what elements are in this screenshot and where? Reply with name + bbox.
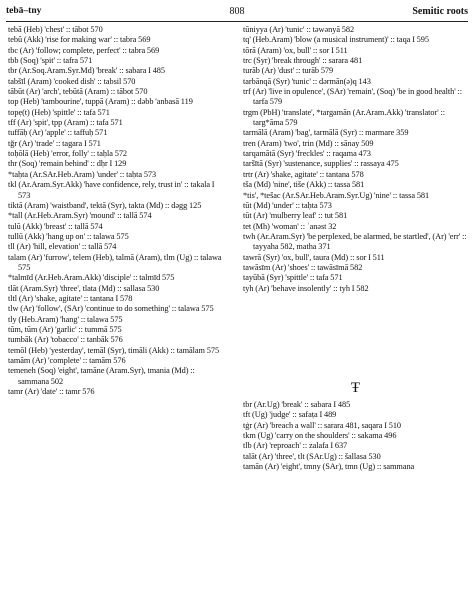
page-number: 808 [229,6,245,17]
dictionary-entry: tbb (Soq) 'spit' :: tafra 571 [8,56,93,66]
running-head-left: tebā–tny [6,6,42,16]
dictionary-entry: tulū (Akk) 'breast' :: tallā 574 [8,221,103,231]
right-column-entries [243,25,468,294]
dictionary-entry: thr (Soq) 'remain behind' :: dḥr I 129 [8,159,127,169]
dictionary-entry: talam (Ar) 'furrow', telem (Heb), talmā (Aram), tlm (Ug) :: talawa 575 [8,252,222,272]
dictionary-entry: tawāsīm (Ar) 'shoes' :: tawāsīmā 582 [243,262,363,272]
dictionary-entry: tlb (Ar) 'reproach' :: zalafa I 637 [243,441,348,451]
dictionary-entry: tarbānqā (Syr) 'tunic' :: dərmān(ə)q 143 [243,76,371,86]
dictionary-entry: tumbāk (Ar) 'tobacco' :: tanbāk 576 [8,335,123,345]
dictionary-entry: tll (Ar) 'hill, elevation' :: tallā 574 [8,242,117,252]
right-column-entries-section [243,400,468,472]
dictionary-entry: tebû (Akk) 'rise for making war' :: tabra 569 [8,35,151,45]
dictionary-entry: tiktā (Aram) 'waistband', tektā (Syr), takta (Md) :: dəgg 125 [8,200,202,210]
dictionary-entry: tbc (Ar) 'follow; complete, perfect' :: tabra 569 [8,45,160,55]
dictionary-entry: tğr (Ar) 'trade' :: tagara I 571 [8,138,101,148]
section-gap [243,294,468,376]
dictionary-entry: tabšīl (Aram) 'cooked dish' :: tabsil 570 [8,76,136,86]
dictionary-entry: *talmīd (Ar.Heb.Aram.Akk) 'disciple' :: talmīd 575 [8,273,175,283]
dictionary-entry: tly (Heb.Aram) 'hang' :: talawa 575 [8,314,123,324]
dictionary-entry: tyh (Ar) 'behave insolently' :: tyh I 582 [243,283,369,293]
dictionary-entry: tawrā (Syr) 'ox, bull', taura (Md) :: sor I 511 [243,252,385,262]
dictionary-entry: trc (Syr) 'break through' :: sarara 481 [243,56,363,66]
dictionary-entry: tša (Md) 'nine', tiše (Akk) :: tassa 581 [243,180,365,190]
dictionary-entry: tq' (Heb.Aram) 'blow (a musical instrument)' :: taqa I 595 [243,35,429,45]
dictionary-entry: tamr (Ar) 'date' :: tamr 576 [8,387,95,397]
dictionary-entry: tūt (Ar) 'mulberry leaf' :: tut 581 [243,211,348,221]
running-head-right: Semitic roots [412,6,468,17]
dictionary-entry: top (Heb) 'tambourine', tuppā (Aram) :: dəbb 'anbasā 119 [8,97,193,107]
dictionary-entry: tayūbā (Syr) 'spittle' :: tafa 571 [243,273,343,283]
dictionary-entry: toḥōlā (Heb) 'error, folly' :: taḥla 572 [8,149,128,159]
dictionary-entry: tarqamātā (Syr) 'freckles' :: raqama 473 [243,149,371,159]
dictionary-entry: tff (Ar) 'spit', tpp (Aram) :: tafa 571 [8,118,123,128]
dictionary-entry: tullū (Akk) 'hang up on' :: talawa 575 [8,231,129,241]
dictionary-entry: tebā (Heb) 'chest' :: tābot 570 [8,25,103,34]
dictionary-entry: *tis', *tešac (Ar.SAr.Heb.Aram.Syr.Ug) 'nine' :: tassa 581 [243,190,430,200]
dictionary-entry: temeneh (Soq) 'eight', tamāne (Aram.Syr), tmania (Md) :: sammana 502 [8,366,195,386]
dictionary-entry: trtr (Ar) 'shake, agitate' :: tantana 578 [243,169,364,179]
dictionary-entry: tamām (Ar) 'complete' :: tamām 576 [8,356,126,365]
dictionary-entry: tet (Mh) 'woman' :: ʾanəst 32 [243,221,337,231]
dictionary-entry: tbr (Ar.Soq.Aram.Syr.Md) 'break' :: sabara I 485 [8,66,165,76]
dictionary-entry: tġr (Ar) 'breach a wall' :: sarara 481, saqara I 510 [243,420,402,430]
dictionary-entry: tren (Aram) 'two', trin (Md) :: sānay 509 [243,138,374,148]
dictionary-entry: tkm (Ug) 'carry on the shoulders' :: sakama 496 [243,430,397,440]
dictionary-entry: tltl (Ar) 'shake, agitate' :: tantana I 578 [8,293,133,303]
dictionary-entry: tarmālā (Aram) 'bag', tarmālā (Syr) :: marmare 359 [243,128,409,138]
dictionary-entry: trf (Ar) 'live in opulence', (SAr) 'remain', (Soq) 'be in good health' :: tarfa 579 [243,87,463,107]
page-header [6,6,468,20]
section-letter: Ŧ [350,379,361,396]
dictionary-entry: temōl (Heb) 'yesterday', temāl (Syr), timāli (Akk) :: tamālam 575 [8,345,220,355]
dictionary-entry: trgm (PbH) 'translate', *targamān (Ar.Aram.Akk) 'translator' :: targ*āma 579 [243,107,446,128]
dictionary-entry: tābūt (Ar) 'arch', tebūtā (Aram) :: tābot 570 [8,87,148,97]
dictionary-entry: tkl (Ar.Aram.Syr.Akk) 'have confidence, rely, trust in' :: takala I 573 [8,180,215,200]
dictionary-entry: tlw (Ar) 'follow', (SAr) 'continue to do something' :: talawa 575 [8,304,214,314]
dictionary-entry: tūt (Md) 'under' :: taḥta 573 [243,200,332,210]
dictionary-entry: topẹ(t) (Heb) 'spittle' :: tafa 571 [8,107,110,117]
dictionary-entry: tuffāḥ (Ar) 'apple' :: taffuḥ 571 [8,128,108,138]
dictionary-entry: tlāt (Aram.Syr) 'three', tlata (Md) :: sallasa 530 [8,283,160,293]
right-column [243,25,468,472]
dictionary-entry: talāt (Ar) 'three', tlt (SAr.Ug) :: šallasa 530 [243,451,381,461]
dictionary-entry: tft (Ug) 'judge' :: safaṭa I 489 [243,410,337,420]
dictionary-entry: turāb (Ar) 'dust' :: turāb 579 [243,66,334,76]
dictionary-entry: taršītā (Syr) 'sustenance, supplies' :: rassaya 475 [243,159,399,169]
dictionary-entry: tbr (Ar.Ug) 'break' :: sabara I 485 [243,399,351,409]
dictionary-entry: *taḥta (Ar.SAr.Heb.Aram) 'under' :: taḥta 573 [8,169,157,179]
left-column [8,25,224,397]
dictionary-entry: tōrā (Aram) 'ox, bull' :: sor I 511 [243,45,348,55]
dictionary-entry: tūniyya (Ar) 'tunic' :: təwənyā 582 [243,25,355,34]
dictionary-entry: twh (Ar.Aram.Syr) 'be perplexed, be alarmed, be startled', (Ar) 'err' :: tayyaha 582, matha 371 [243,231,467,252]
header-rule [6,21,468,22]
dictionary-entry: *tall (Ar.Heb.Aram.Syr) 'mound' :: tallā 574 [8,211,152,221]
dictionary-entry: tūm, tūm (Ar) 'garlic' :: tummā 575 [8,324,122,334]
dictionary-entry: tamān (Ar) 'eight', tmny (SAr), tmn (Ug) :: sammana [243,462,415,471]
